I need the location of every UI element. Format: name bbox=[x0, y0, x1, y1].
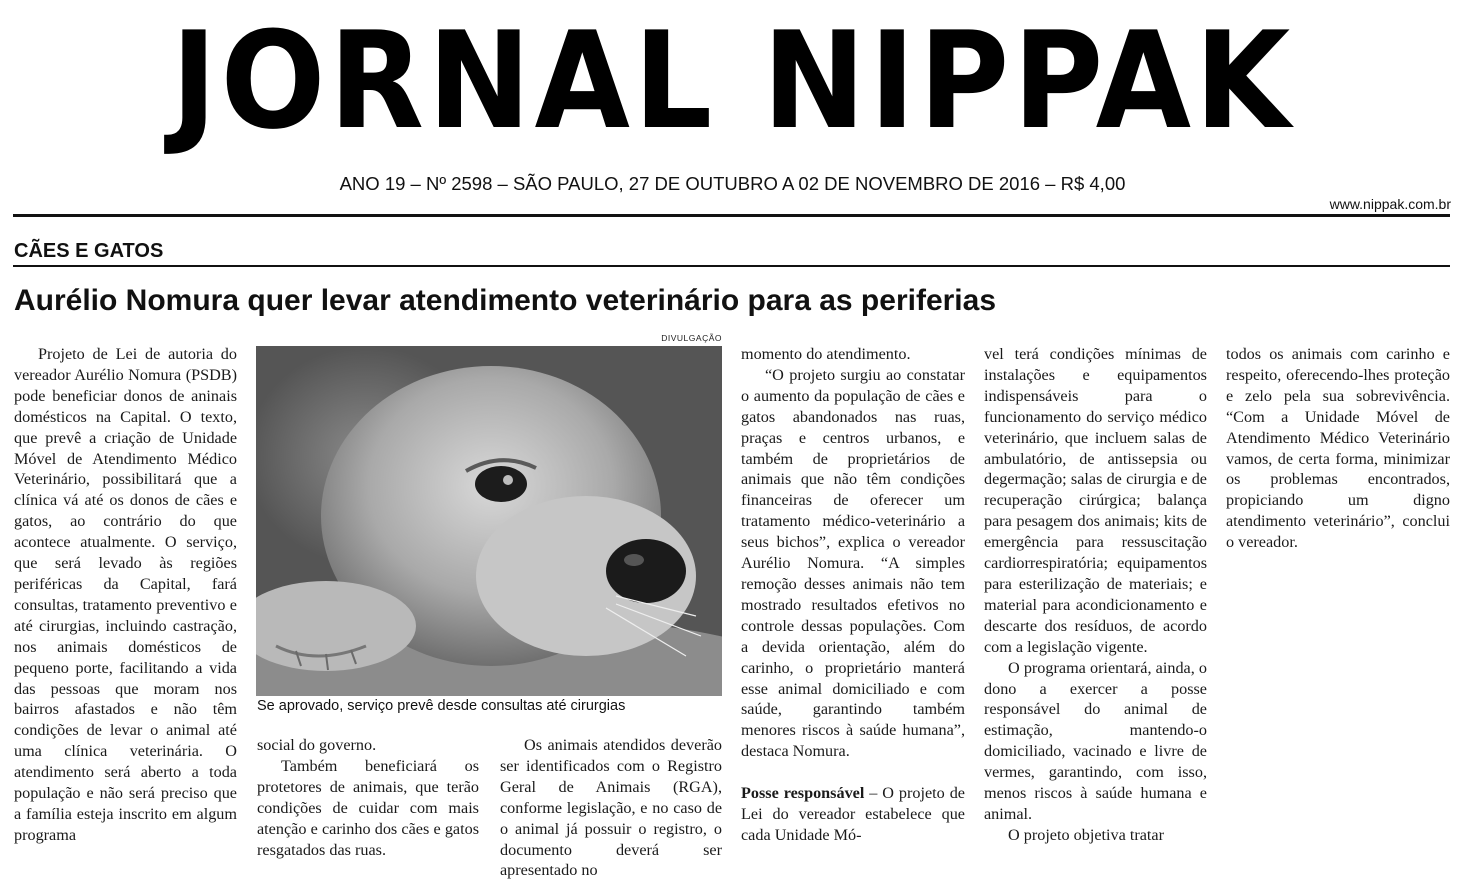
section-label: CÃES E GATOS bbox=[14, 240, 164, 262]
photo-caption: Se aprovado, serviço prevê desde consultas até cirurgias bbox=[257, 698, 626, 714]
article-column-3 bbox=[500, 735, 722, 885]
edition-info: ANO 19 – Nº 2598 – SÃO PAULO, 27 DE OUTUBRO A 02 DE NOVEMBRO DE 2016 – R$ 4,00 bbox=[339, 173, 1126, 194]
article-column-5 bbox=[984, 344, 1207, 884]
paragraph: momento do atendimento. bbox=[741, 345, 911, 363]
article-headline: Aurélio Nomura quer levar atendimento veterinário para as periferias bbox=[14, 284, 997, 317]
paragraph: social do governo. bbox=[257, 736, 377, 754]
paragraph: “O projeto surgiu ao constatar o aumento da população de cães e gatos abandonados nas ruas, praças e centros urbanos, e também de proprietários de animais que não têm condições financeiras de oferecer um tratamento médico-veterinário a seus bichos”, explica o vereador Aurélio Nomura. “A simples remoção desses animais não tem mostrado resultados efetivos no controle dessas populações. Com a devida orientação, além do carinho, o proprietário manterá esse animal domiciliado e com saúde, garantindo também menores riscos à saúde humana”, destaca Nomura. bbox=[741, 365, 965, 761]
newspaper-masthead: JORNAL NIPPAK bbox=[171, 3, 1294, 159]
section-divider bbox=[13, 265, 1450, 267]
paragraph: todos os animais com carinho e respeito, oferecendo-lhes proteção e zelo pela sua sobrevivência. “Com a Unidade Móvel de Atendimento Médico Veterinário vamos, de certa forma, minimizar os problemas encontrados, propiciando um digno atendimento veterinário”, conclui o vereador. bbox=[1226, 345, 1450, 552]
header-divider bbox=[13, 214, 1450, 217]
photo-credit: DIVULGAÇÃO bbox=[661, 333, 722, 343]
paragraph: Também beneficiará os protetores de animais, que terão condições de cuidar com mais atenção e carinho dos cães e gatos resgatados das ruas. bbox=[257, 756, 479, 859]
paragraph: O programa orientará, ainda, o dono a exercer a posse responsável do animal de estimação, mantendo-o domiciliado, vacinado e livre de vermes, garantindo, com isso, menos riscos à saúde humana e animal. bbox=[984, 658, 1207, 823]
article-column-4 bbox=[741, 344, 965, 884]
dog-illustration bbox=[256, 346, 722, 696]
article-column-2 bbox=[257, 735, 479, 885]
dog-photo bbox=[256, 346, 722, 696]
article-column-6 bbox=[1226, 344, 1450, 884]
article-column-1 bbox=[14, 344, 237, 884]
paragraph: – O projeto de Lei do vereador estabelece que cada Unidade Mó- bbox=[741, 784, 965, 844]
paragraph: Os animais atendidos deverão ser identificados com o Registro Geral de Animais (RGA), conforme legislação, e no caso de o animal já possuir o registro, o documento deverá ser apresentado no bbox=[500, 736, 722, 880]
paragraph: vel terá condições mínimas de instalações e equipamentos indispensáveis para o funcionamento do serviço médico veterinário, que incluem salas de ambulatório, de antissepsia ou degermação; salas de cirurgia e de recuperação cirúrgica; balança para pesagem dos animais; kits de emergência para ressuscitação cardiorrespiratória; equipamentos para esterilização de materiais; e material para acondicionamento e descarte dos resíduos, de acordo com a legislação vigente. bbox=[984, 345, 1207, 656]
subheading: Posse responsável bbox=[741, 784, 865, 803]
paragraph: Projeto de Lei de autoria do vereador Aurélio Nomura (PSDB) pode beneficiar donos de aninais domésticos na Capital. O texto, que prevê a criação de Unidade Móvel de Atendimento Médico Veterinário, possibilitará que a clínica vá até os donos de cães e gatos, ao contrário do que acontece atualmente. O serviço, que será levado às regiões periféricas da Capital, fará consultas, tratamento preventivo e até cirurgias, incluindo castração, nos animais domésticos de pequeno porte, facilitando a vida das pessoas que moram nos bairros afastados e não têm condições de levar o animal até uma clínica veterinária. O atendimento será aberto a toda população e não será preciso que a família esteja inscrito em algum programa bbox=[14, 345, 237, 844]
website-url[interactable]: www.nippak.com.br bbox=[1329, 196, 1451, 212]
paragraph: O projeto objetiva tratar bbox=[1008, 825, 1164, 844]
